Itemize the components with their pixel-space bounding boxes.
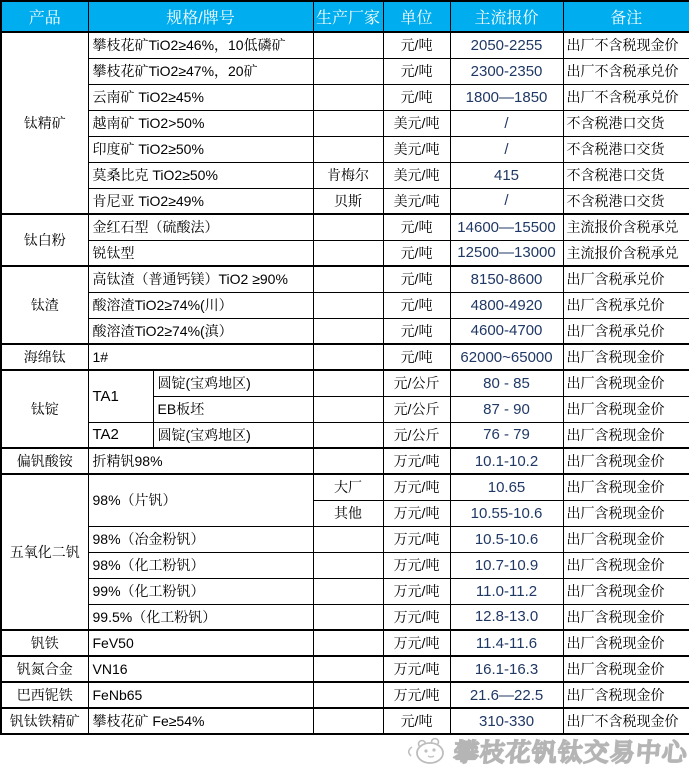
table-row bbox=[1, 110, 689, 136]
maker-cell bbox=[313, 84, 383, 110]
unit-cell: 元/吨 bbox=[383, 214, 450, 240]
note-cell: 主流报价含税承兑 bbox=[563, 214, 689, 240]
note-cell: 出厂含税现金价 bbox=[563, 500, 689, 526]
spec-cell: 莫桑比克 TiO2≥50% bbox=[88, 162, 313, 188]
table-row bbox=[1, 58, 689, 84]
table-row bbox=[1, 422, 689, 448]
unit-cell: 万元/吨 bbox=[383, 552, 450, 578]
unit-cell: 元/公斤 bbox=[383, 370, 450, 396]
price-cell: 2050-2255 bbox=[450, 32, 563, 58]
price-cell: 14600—15500 bbox=[450, 214, 563, 240]
product-cell: 五氧化二钒 bbox=[1, 474, 88, 630]
spec-cell: 99%（化工粉钒） bbox=[88, 578, 313, 604]
note-cell: 主流报价含税承兑 bbox=[563, 240, 689, 266]
unit-cell: 万元/吨 bbox=[383, 630, 450, 656]
note-cell: 不含税港口交货 bbox=[563, 188, 689, 214]
spec-cell: 圆锭(宝鸡地区) bbox=[153, 370, 313, 396]
unit-cell: 元/吨 bbox=[383, 266, 450, 292]
maker-cell bbox=[313, 578, 383, 604]
spec-cell: 酸溶渣TiO2≥74%(川） bbox=[88, 292, 313, 318]
table-row bbox=[1, 32, 689, 58]
unit-cell: 元/公斤 bbox=[383, 422, 450, 448]
table-row bbox=[1, 214, 689, 240]
maker-cell: 大厂 bbox=[313, 474, 383, 500]
price-cell: 12500—13000 bbox=[450, 240, 563, 266]
price-cell: 12.8-13.0 bbox=[450, 604, 563, 630]
product-cell: 钛锭 bbox=[1, 370, 88, 448]
maker-cell bbox=[313, 214, 383, 240]
spec-cell: 印度矿 TiO2≥50% bbox=[88, 136, 313, 162]
table-row bbox=[1, 162, 689, 188]
spec-cell: 98%（冶金粉钒） bbox=[88, 526, 313, 552]
spec-cell: 圆锭(宝鸡地区) bbox=[153, 422, 313, 448]
unit-cell: 万元/吨 bbox=[383, 474, 450, 500]
spec-cell: 金红石型（硫酸法） bbox=[88, 214, 313, 240]
watermark-text: 攀枝花钒钛交易中心 bbox=[452, 739, 689, 767]
maker-cell bbox=[313, 318, 383, 344]
maker-cell bbox=[313, 422, 383, 448]
maker-cell bbox=[313, 656, 383, 682]
note-cell: 出厂不含税承兑价 bbox=[563, 84, 689, 110]
unit-cell: 元/公斤 bbox=[383, 396, 450, 422]
product-cell: 偏钒酸铵 bbox=[1, 448, 88, 474]
table-row bbox=[1, 526, 689, 552]
table-row bbox=[1, 682, 689, 708]
col-header-maker: 生产厂家 bbox=[313, 1, 383, 32]
note-cell: 不含税港口交货 bbox=[563, 110, 689, 136]
spec-cell: VN16 bbox=[88, 656, 313, 682]
table-row bbox=[1, 136, 689, 162]
note-cell: 不含税港口交货 bbox=[563, 136, 689, 162]
grade-cell: TA2 bbox=[88, 422, 153, 448]
note-cell: 出厂含税现金价 bbox=[563, 656, 689, 682]
unit-cell: 万元/吨 bbox=[383, 578, 450, 604]
note-cell: 出厂含税承兑价 bbox=[563, 266, 689, 292]
col-header-product: 产品 bbox=[1, 1, 88, 32]
table-row bbox=[1, 240, 689, 266]
unit-cell: 万元/吨 bbox=[383, 682, 450, 708]
maker-cell bbox=[313, 344, 383, 370]
maker-cell bbox=[313, 136, 383, 162]
unit-cell: 万元/吨 bbox=[383, 500, 450, 526]
note-cell: 不含税港口交货 bbox=[563, 162, 689, 188]
price-cell: 2300-2350 bbox=[450, 58, 563, 84]
unit-cell: 万元/吨 bbox=[383, 448, 450, 474]
unit-cell: 万元/吨 bbox=[383, 604, 450, 630]
unit-cell: 元/吨 bbox=[383, 708, 450, 734]
note-cell: 出厂含税现金价 bbox=[563, 396, 689, 422]
note-cell: 出厂含税现金价 bbox=[563, 630, 689, 656]
panda-logo-icon bbox=[405, 737, 449, 765]
price-cell: 10.1-10.2 bbox=[450, 448, 563, 474]
grade-cell: TA1 bbox=[88, 370, 153, 422]
spec-cell: 攀枝花矿TiO2≥46%，10低磷矿 bbox=[88, 32, 313, 58]
spec-cell: 越南矿 TiO2>50% bbox=[88, 110, 313, 136]
spec-cell: 攀枝花矿 Fe≥54% bbox=[88, 708, 313, 734]
price-cell: / bbox=[450, 136, 563, 162]
table-row bbox=[1, 552, 689, 578]
note-cell: 出厂不含税现金价 bbox=[563, 32, 689, 58]
table-row bbox=[1, 656, 689, 682]
price-cell: 310-330 bbox=[450, 708, 563, 734]
note-cell: 出厂含税承兑价 bbox=[563, 292, 689, 318]
maker-cell bbox=[313, 58, 383, 84]
maker-cell bbox=[313, 266, 383, 292]
product-cell: 钛渣 bbox=[1, 266, 88, 344]
table-row bbox=[1, 448, 689, 474]
spec-cell: 99.5%（化工粉钒） bbox=[88, 604, 313, 630]
product-cell: 巴西铌铁 bbox=[1, 682, 88, 708]
price-cell: 1800—1850 bbox=[450, 84, 563, 110]
maker-cell bbox=[313, 448, 383, 474]
unit-cell: 美元/吨 bbox=[383, 162, 450, 188]
spec-cell: EB板坯 bbox=[153, 396, 313, 422]
table-row bbox=[1, 630, 689, 656]
price-cell: / bbox=[450, 188, 563, 214]
spec-cell: 酸溶渣TiO2≥74%(滇） bbox=[88, 318, 313, 344]
spec-cell: FeV50 bbox=[88, 630, 313, 656]
spec-cell: 云南矿 TiO2≥45% bbox=[88, 84, 313, 110]
unit-cell: 元/吨 bbox=[383, 32, 450, 58]
table-row bbox=[1, 318, 689, 344]
table-row bbox=[1, 474, 689, 500]
price-cell: 21.6—22.5 bbox=[450, 682, 563, 708]
maker-cell bbox=[313, 526, 383, 552]
unit-cell: 美元/吨 bbox=[383, 136, 450, 162]
maker-cell bbox=[313, 32, 383, 58]
unit-cell: 万元/吨 bbox=[383, 656, 450, 682]
maker-cell bbox=[313, 708, 383, 734]
note-cell: 出厂含税现金价 bbox=[563, 526, 689, 552]
spec-cell: 折精钒98% bbox=[88, 448, 313, 474]
price-cell: 10.55-10.6 bbox=[450, 500, 563, 526]
spec-cell: 98%（片钒） bbox=[88, 474, 313, 526]
note-cell: 出厂不含税现金价 bbox=[563, 708, 689, 734]
maker-cell: 肯梅尔 bbox=[313, 162, 383, 188]
product-cell: 钒钛铁精矿 bbox=[1, 708, 88, 734]
maker-cell bbox=[313, 552, 383, 578]
price-cell: 4600-4700 bbox=[450, 318, 563, 344]
price-cell: 87 - 90 bbox=[450, 396, 563, 422]
unit-cell: 元/吨 bbox=[383, 318, 450, 344]
price-cell: 62000~65000 bbox=[450, 344, 563, 370]
note-cell: 出厂含税现金价 bbox=[563, 552, 689, 578]
product-cell: 钛白粉 bbox=[1, 214, 88, 266]
note-cell: 出厂含税现金价 bbox=[563, 344, 689, 370]
maker-cell: 其他 bbox=[313, 500, 383, 526]
note-cell: 出厂含税现金价 bbox=[563, 474, 689, 500]
spec-cell: 攀枝花矿TiO2≥47%，20矿 bbox=[88, 58, 313, 84]
price-cell: 76 - 79 bbox=[450, 422, 563, 448]
unit-cell: 万元/吨 bbox=[383, 526, 450, 552]
spec-cell: 高钛渣（普通钙镁）TiO2 ≥90% bbox=[88, 266, 313, 292]
product-cell: 海绵钛 bbox=[1, 344, 88, 370]
price-cell: 11.4-11.6 bbox=[450, 630, 563, 656]
price-cell: 80 - 85 bbox=[450, 370, 563, 396]
note-cell: 出厂含税现金价 bbox=[563, 422, 689, 448]
table-row bbox=[1, 578, 689, 604]
unit-cell: 元/吨 bbox=[383, 240, 450, 266]
price-cell: 10.7-10.9 bbox=[450, 552, 563, 578]
col-header-spec: 规格/牌号 bbox=[88, 1, 313, 32]
note-cell: 出厂不含税承兑价 bbox=[563, 58, 689, 84]
table-row bbox=[1, 604, 689, 630]
maker-cell bbox=[313, 292, 383, 318]
maker-cell bbox=[313, 630, 383, 656]
col-header-note: 备注 bbox=[563, 1, 689, 32]
spec-cell: 锐钛型 bbox=[88, 240, 313, 266]
maker-cell bbox=[313, 370, 383, 396]
table-row bbox=[1, 84, 689, 110]
unit-cell: 元/吨 bbox=[383, 84, 450, 110]
maker-cell bbox=[313, 240, 383, 266]
note-cell: 出厂含税承兑价 bbox=[563, 318, 689, 344]
unit-cell: 美元/吨 bbox=[383, 188, 450, 214]
table-row bbox=[1, 708, 689, 734]
note-cell: 出厂含税现金价 bbox=[563, 448, 689, 474]
table-row bbox=[1, 188, 689, 214]
unit-cell: 美元/吨 bbox=[383, 110, 450, 136]
unit-cell: 元/吨 bbox=[383, 344, 450, 370]
unit-cell: 元/吨 bbox=[383, 292, 450, 318]
watermark bbox=[405, 733, 689, 769]
col-header-price: 主流报价 bbox=[450, 1, 563, 32]
maker-cell bbox=[313, 604, 383, 630]
price-cell: 10.5-10.6 bbox=[450, 526, 563, 552]
price-cell: 16.1-16.3 bbox=[450, 656, 563, 682]
table-row bbox=[1, 370, 689, 396]
col-header-unit: 单位 bbox=[383, 1, 450, 32]
note-cell: 出厂含税现金价 bbox=[563, 578, 689, 604]
unit-cell: 元/吨 bbox=[383, 58, 450, 84]
spec-cell: 1# bbox=[88, 344, 313, 370]
note-cell: 出厂含税现金价 bbox=[563, 604, 689, 630]
spec-cell: FeNb65 bbox=[88, 682, 313, 708]
table-row bbox=[1, 344, 689, 370]
note-cell: 出厂含税现金价 bbox=[563, 370, 689, 396]
table-row bbox=[1, 266, 689, 292]
price-cell: / bbox=[450, 110, 563, 136]
product-cell: 钒氮合金 bbox=[1, 656, 88, 682]
price-cell: 11.0-11.2 bbox=[450, 578, 563, 604]
spec-cell: 98%（化工粉钒） bbox=[88, 552, 313, 578]
note-cell: 出厂含税现金价 bbox=[563, 682, 689, 708]
price-cell: 415 bbox=[450, 162, 563, 188]
maker-cell bbox=[313, 110, 383, 136]
maker-cell bbox=[313, 396, 383, 422]
maker-cell: 贝斯 bbox=[313, 188, 383, 214]
product-cell: 钛精矿 bbox=[1, 32, 88, 214]
spec-cell: 肯尼亚 TiO2≥49% bbox=[88, 188, 313, 214]
header-row bbox=[1, 1, 689, 32]
maker-cell bbox=[313, 682, 383, 708]
product-cell: 钒铁 bbox=[1, 630, 88, 656]
price-cell: 8150-8600 bbox=[450, 266, 563, 292]
price-cell: 10.65 bbox=[450, 474, 563, 500]
price-cell: 4800-4920 bbox=[450, 292, 563, 318]
table-row bbox=[1, 292, 689, 318]
